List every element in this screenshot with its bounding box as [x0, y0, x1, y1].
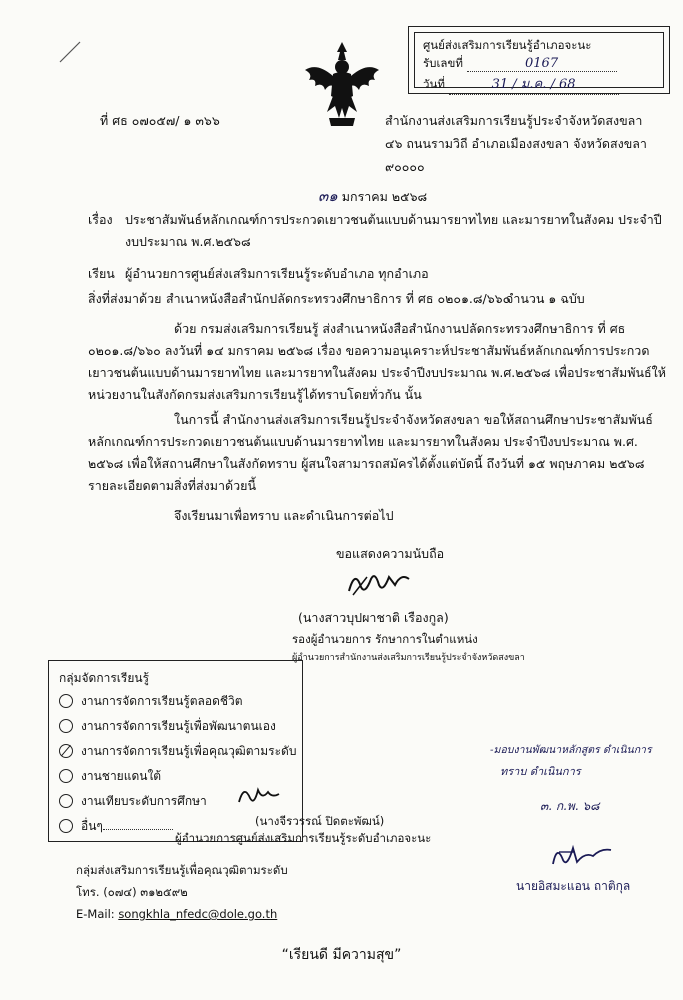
receive-no-value: 0167 [467, 56, 617, 72]
signer-name: (นางสาวบุปผาชาติ เรืองกูล) [298, 610, 449, 625]
punch-mark-icon [58, 40, 82, 64]
garuda-emblem-icon [303, 40, 381, 128]
recipient-label: เรียน [88, 266, 115, 281]
routing-option-label: อื่นๆ [81, 819, 103, 833]
radio-circle-icon [59, 694, 73, 708]
contact-email [76, 906, 277, 922]
enclosure-qty: จำนวน ๑ ฉบับ [506, 291, 585, 306]
routing-option-label: งานการจัดการเรียนรู้เพื่อพัฒนาตนเอง [81, 719, 276, 733]
letter-date-text: มกราคม ๒๕๖๘ [341, 189, 428, 204]
signer-title-1: รองผู้อำนวยการ รักษาการในตำแหน่ง [292, 632, 478, 646]
signature-main-icon [345, 565, 415, 601]
handwritten-note-name: นายอิสมะแอน ถาติกุล [516, 879, 631, 893]
contact-phone: โทร. (๐๗๔) ๓๑๒๕๙๒ [76, 885, 188, 899]
radio-circle-icon [59, 819, 73, 833]
signer-title-2: ผู้อำนวยการสำนักงานส่งเสริมการเรียนรู้ประจำจังหวัดสงขลา [292, 653, 525, 663]
body-p1-line: เยาวชนต้นแบบด้านมารยาทไทย และมารยาทในสังคม ประจำปีงบประมาณ พ.ศ.๒๕๖๘ เพื่อประชาสัมพันธ์ให้ [88, 365, 667, 380]
letter-date-day: ๓๑ [318, 187, 338, 205]
office-line-2: ๔๖ ถนนรามวิถี อำเภอเมืองสงขลา จังหวัดสงขลา [385, 136, 647, 151]
body-p2-line: หลักเกณฑ์การประกวดเยาวชนต้นแบบด้านมารยาทไทย และมารยาทในสังคม ประจำปีงบประมาณ พ.ศ. [88, 434, 638, 449]
office-line-3: ๙๐๐๐๐ [385, 159, 425, 174]
handwritten-note-line-1: -มอบงานพัฒนาหลักสูตร ดำเนินการ [490, 744, 652, 756]
body-p1-line: ๐๒๐๑.๘/๖๖๐ ลงวันที่ ๑๔ มกราคม ๒๕๖๘ เรื่อง ขอความอนุเคราะห์ประชาสัมพันธ์หลักเกณฑ์การประกวด [88, 343, 650, 358]
signature-handwritten-icon [545, 838, 615, 872]
body-p3-line: จึงเรียนมาเพื่อทราบ และดำเนินการต่อไป [174, 508, 394, 523]
body-p2-line: ๒๕๖๘ เพื่อให้สถานศึกษาในสังกัดทราบ ผู้สนใจสามารถสมัครได้ตั้งแต่บัดนี้ ถึงวันที่ ๑๕ พฤษภาคม ๒๕๖๘ [88, 456, 645, 471]
receive-no-label: รับเลขที่ [423, 56, 463, 70]
routing-option [59, 717, 276, 736]
reference-number: ที่ ศธ ๐๗๐๕๗/ ๑ ๓๖๖ [100, 113, 220, 128]
routing-box-title: กลุ่มจัดการเรียนรู้ [59, 671, 150, 685]
radio-circle-icon [59, 769, 73, 783]
reviewer-name: (นางจีรวรรณ์ ปิดตะพัฒน์) [255, 814, 385, 828]
signature-reviewer-icon [236, 782, 282, 808]
routing-option-label: งานการจัดการเรียนรู้เพื่อคุณวุฒิตามระดับ [81, 744, 297, 758]
routing-option [59, 767, 161, 786]
routing-option-label: งานการจัดการเรียนรู้ตลอดชีวิต [81, 694, 243, 708]
subject-line-2: งบประมาณ พ.ศ.๒๕๖๘ [125, 234, 251, 249]
body-p1-line: ด้วย กรมส่งเสริมการเรียนรู้ ส่งสำเนาหนังสือสำนักงานปลัดกระทรวงศึกษาธิการ ที่ ศธ [174, 321, 626, 336]
routing-option [59, 692, 243, 711]
routing-option [59, 792, 207, 811]
letter-date [318, 188, 427, 205]
routing-option-label: งานเทียบระดับการศึกษา [81, 794, 207, 808]
contact-email-link[interactable]: songkhla_nfedc@dole.go.th [118, 907, 278, 921]
routing-option-label: งานชายแดนใต้ [81, 769, 162, 783]
receive-date-value: 31 / ม.ค. / 68 [449, 73, 619, 95]
body-p1-line: หน่วยงานในสังกัดกรมส่งเสริมการเรียนรู้ได้ทราบโดยทั่วกัน นั้น [88, 387, 422, 402]
routing-option [59, 817, 173, 836]
body-p2-line: รายละเอียดตามสิ่งที่ส่งมาด้วยนี้ [88, 478, 256, 493]
enclosure-label: สิ่งที่ส่งมาด้วย [88, 291, 162, 306]
enclosure-text: สำเนาหนังสือสำนักปลัดกระทรวงศึกษาธิการ ที่ ศธ ๐๒๐๑.๘/๖๖๐ [166, 291, 511, 306]
contact-email-label: E-Mail: [76, 907, 115, 921]
recipient-text: ผู้อำนวยการศูนย์ส่งเสริมการเรียนรู้ระดับอำเภอ ทุกอำเภอ [125, 266, 429, 281]
subject-line-1: ประชาสัมพันธ์หลักเกณฑ์การประกวดเยาวชนต้นแบบด้านมารยาทไทย และมารยาทในสังคม ประจำปี [125, 212, 662, 227]
receive-date-label: วันที่ [423, 77, 445, 91]
body-p2-line: ในการนี้ สำนักงานส่งเสริมการเรียนรู้ประจำจังหวัดสงขลา ขอให้สถานศึกษาประชาสัมพันธ์ [174, 412, 653, 427]
subject-label: เรื่อง [88, 212, 113, 227]
receive-stamp [408, 26, 670, 94]
reviewer-title: ผู้อำนวยการศูนย์ส่งเสริมการเรียนรู้ระดับอำเภอจะนะ [175, 831, 432, 845]
radio-circle-icon [59, 719, 73, 733]
radio-circle-icon [59, 794, 73, 808]
handwritten-note-date: ๓. ก.พ. ๖๘ [540, 799, 600, 813]
office-line-1: สำนักงานส่งเสริมการเรียนรู้ประจำจังหวัดสงขลา [385, 113, 643, 128]
handwritten-note-line-2: ทราบ ดำเนินการ [500, 765, 581, 778]
contact-group: กลุ่มส่งเสริมการเรียนรู้เพื่อคุณวุฒิตามระดับ [76, 863, 288, 877]
routing-option-checked [59, 742, 296, 761]
radio-checked-icon [59, 744, 73, 758]
motto: “เรียนดี มีความสุข” [281, 947, 402, 963]
receive-stamp-org: ศูนย์ส่งเสริมการเรียนรู้อำเภอจะนะ [423, 38, 592, 52]
closing-regards: ขอแสดงความนับถือ [336, 546, 445, 561]
